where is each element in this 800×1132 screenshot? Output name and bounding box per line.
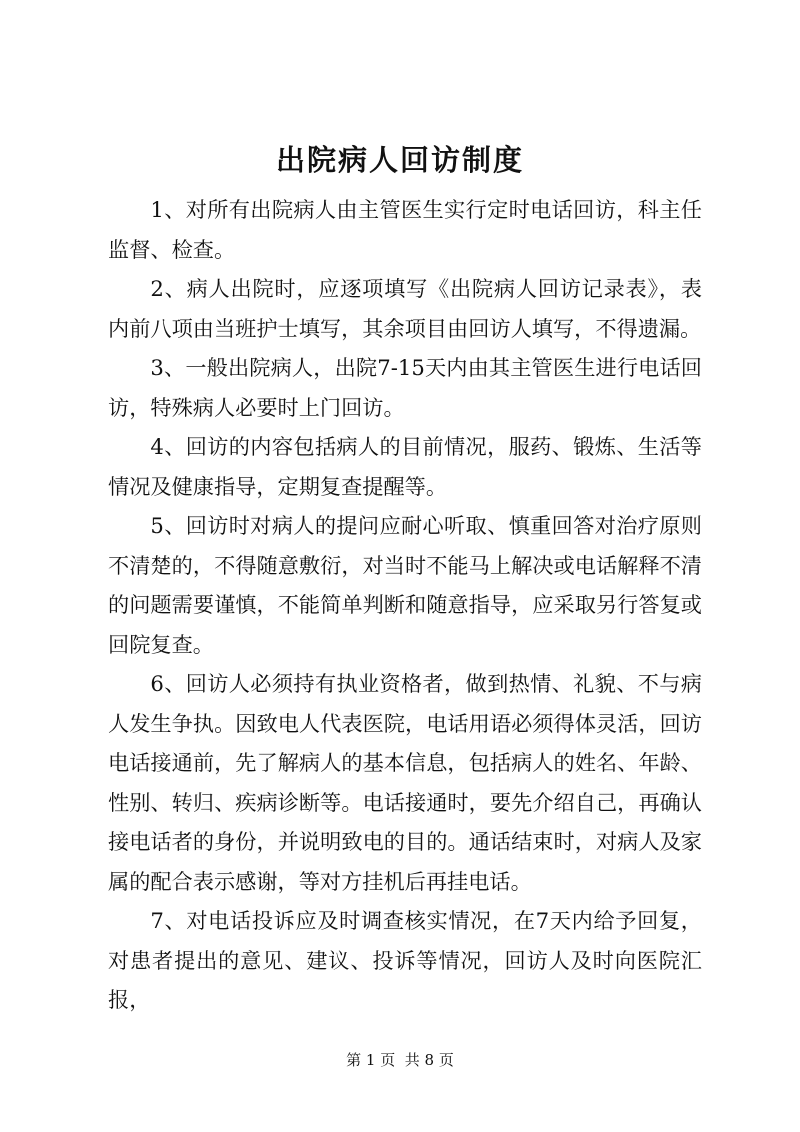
paragraph-6: 6、回访人必须持有执业资格者，做到热情、礼貌、不与病人发生争执。因致电人代表医院，电话用语必须得体灵活，回访电话接通前，先了解病人的基本信息，包括病人的姓名、年龄、性别、转归、疾病诊断等。电话接通时，要先介绍自己，再确认接电话者的身份，并说明致电的目的。通话结束时，对病人及家属的配合表示感谢，等对方挂机后再挂电话。 — [108, 671, 702, 894]
page-number-footer: 第 1 页 共 8 页 — [346, 1051, 454, 1069]
document-body — [108, 190, 702, 1020]
document-title: 出院病人回访制度 — [275, 143, 524, 177]
paragraph-3: 3、一般出院病人，出院7-15天内由其主管医生进行电话回访，特殊病人必要时上门回访。 — [108, 355, 702, 420]
paragraph-4: 4、回访的内容包括病人的目前情况，服药、锻炼、生活等情况及健康指导，定期复查提醒等。 — [108, 434, 702, 499]
paragraph-7: 7、对电话投诉应及时调查核实情况，在7天内给予回复，对患者提出的意见、建议、投诉等情况，回访人及时向医院汇报， — [108, 908, 702, 1012]
paragraph-5: 5、回访时对病人的提问应耐心听取、慎重回答对治疗原则不清楚的，不得随意敷衍，对当时不能马上解决或电话解释不清的问题需要谨慎，不能简单判断和随意指导，应采取另行答复或回院复查。 — [108, 513, 702, 657]
paragraph-2: 2、病人出院时，应逐项填写《出院病人回访记录表》，表内前八项由当班护士填写，其余项目由回访人填写，不得遗漏。 — [108, 276, 702, 341]
paragraph-1: 1、对所有出院病人由主管医生实行定时电话回访，科主任监督、检查。 — [108, 197, 702, 262]
